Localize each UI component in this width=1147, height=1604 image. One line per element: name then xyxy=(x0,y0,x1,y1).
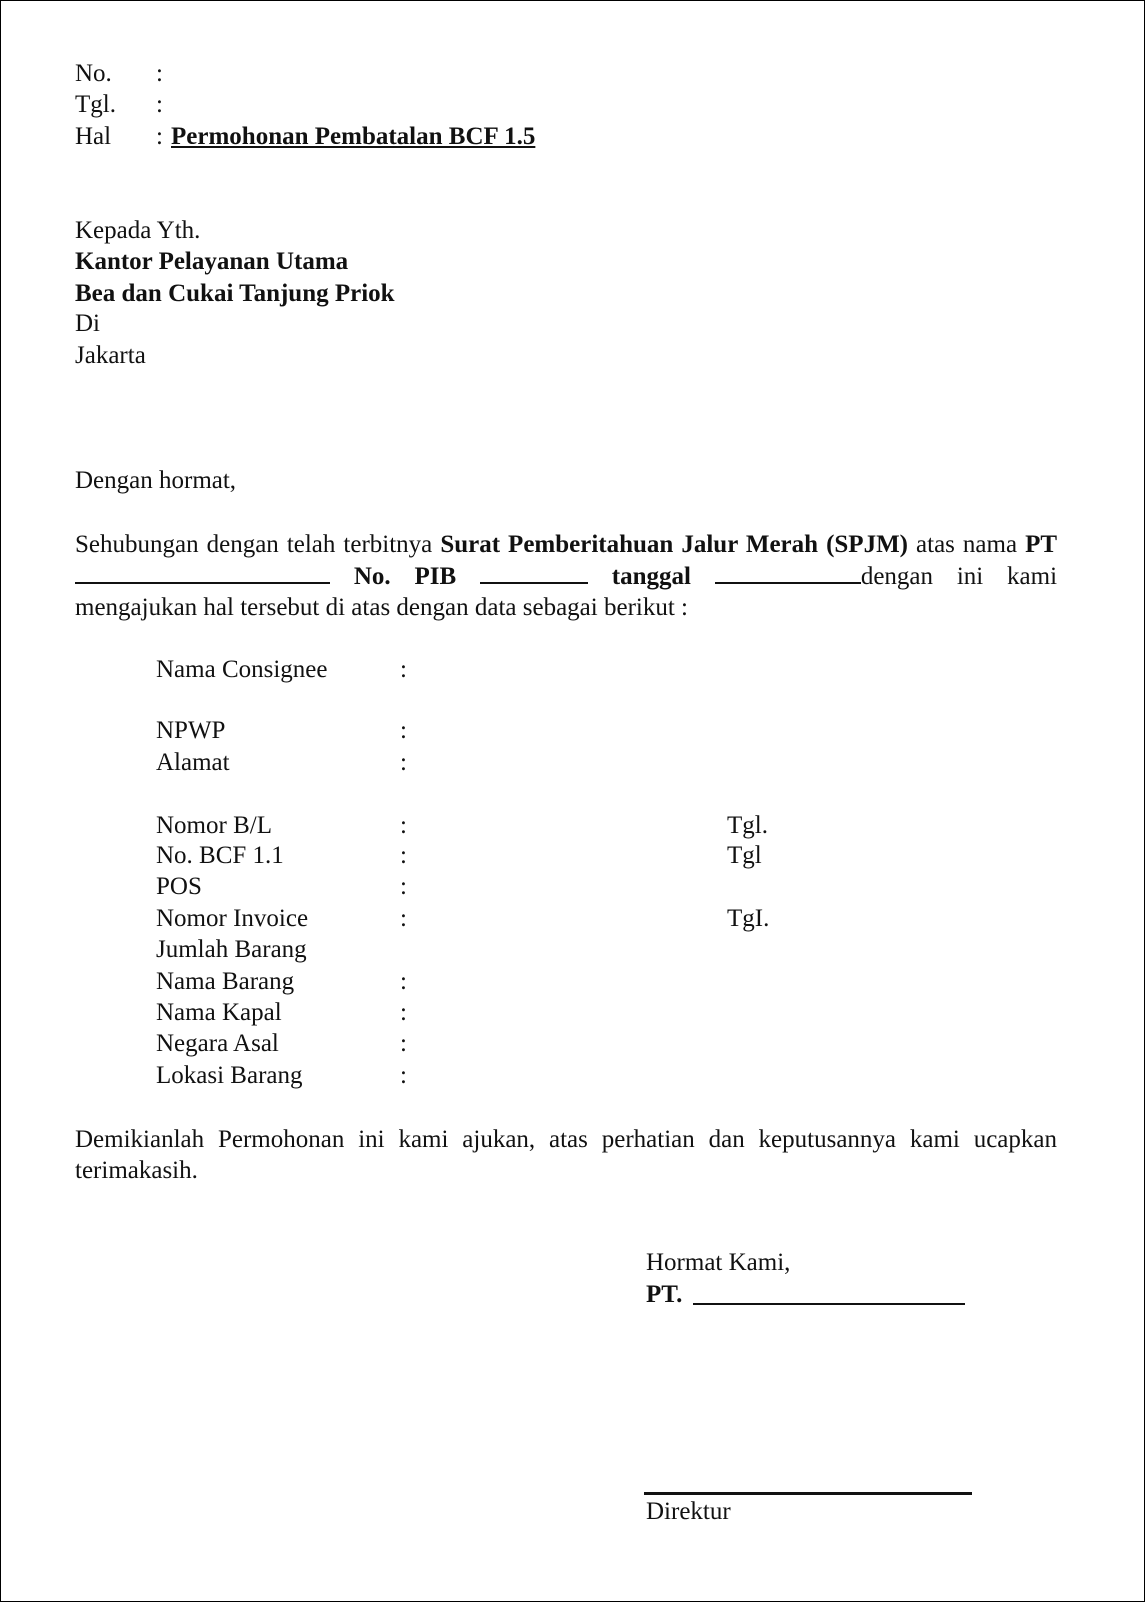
tgl-nomor-bl: Tgl. xyxy=(727,812,768,839)
recipient-customs: Bea dan Cukai Tanjung Priok xyxy=(75,280,395,307)
intro-pt-label: PT xyxy=(1025,531,1058,558)
signature-line xyxy=(644,1492,972,1495)
recipient-di: Di xyxy=(75,310,100,337)
tgl-no-bcf: Tgl xyxy=(727,842,762,869)
colon-nama-consignee: : xyxy=(400,656,407,683)
colon-pos: : xyxy=(400,873,407,900)
tgl-colon: : xyxy=(156,91,163,118)
field-nama-barang: Nama Barang xyxy=(156,968,295,995)
field-nama-kapal: Nama Kapal xyxy=(156,999,282,1026)
colon-no-bcf: : xyxy=(400,842,407,869)
intro-paragraph xyxy=(75,529,1057,623)
colon-lokasi-barang: : xyxy=(400,1062,407,1089)
recipient-office: Kantor Pelayanan Utama xyxy=(75,248,349,275)
intro-text-1: Sehubungan dengan telah terbitnya xyxy=(75,531,433,558)
colon-nama-barang: : xyxy=(400,968,407,995)
pt-name-blank xyxy=(75,560,330,584)
colon-npwp: : xyxy=(400,717,407,744)
kepada-yth: Kepada Yth. xyxy=(75,217,201,244)
recipient-city: Jakarta xyxy=(75,342,146,369)
signature-company-blank xyxy=(693,1303,965,1305)
hal-colon: : xyxy=(156,123,163,150)
colon-nama-kapal: : xyxy=(400,999,407,1026)
colon-alamat: : xyxy=(400,749,407,776)
field-nomor-invoice: Nomor Invoice xyxy=(156,905,309,932)
field-pos: POS xyxy=(156,873,202,900)
field-jumlah-barang: Jumlah Barang xyxy=(156,936,307,963)
field-alamat: Alamat xyxy=(156,749,230,776)
signature-hormat: Hormat Kami, xyxy=(646,1249,791,1276)
no-colon: : xyxy=(156,60,163,87)
no-label: No. xyxy=(75,60,112,87)
intro-spjm: Surat Pemberitahuan Jalur Merah (SPJM) xyxy=(440,531,908,558)
intro-pib-label: No. PIB xyxy=(353,563,457,590)
signature-title: Direktur xyxy=(646,1498,731,1525)
hal-subject: Permohonan Pembatalan BCF 1.5 xyxy=(171,123,536,150)
field-nomor-bl: Nomor B/L xyxy=(156,812,272,839)
field-nama-consignee: Nama Consignee xyxy=(156,656,328,683)
tanggal-blank xyxy=(715,560,861,584)
pib-number-blank xyxy=(480,560,588,584)
intro-text-3: dengan ini kami mengajukan hal tersebut di atas dengan data sebagai berikut : xyxy=(75,563,1058,621)
signature-pt: PT. xyxy=(646,1281,683,1308)
colon-negara-asal: : xyxy=(400,1030,407,1057)
greeting: Dengan hormat, xyxy=(75,467,237,494)
intro-tanggal-label: tanggal xyxy=(611,563,691,590)
field-npwp: NPWP xyxy=(156,717,226,744)
closing-paragraph: Demikianlah Permohonan ini kami ajukan, atas perhatian dan keputusannya kami ucapkan terimakasih. xyxy=(75,1126,1057,1184)
tgl-nomor-invoice: TgI. xyxy=(727,905,770,932)
field-lokasi-barang: Lokasi Barang xyxy=(156,1062,303,1089)
tgl-label: Tgl. xyxy=(75,91,116,118)
hal-label: Hal xyxy=(75,123,112,150)
field-no-bcf: No. BCF 1.1 xyxy=(156,842,284,869)
field-negara-asal: Negara Asal xyxy=(156,1030,279,1057)
colon-nomor-bl: : xyxy=(400,812,407,839)
colon-nomor-invoice: : xyxy=(400,905,407,932)
intro-text-2: atas nama xyxy=(916,531,1018,558)
